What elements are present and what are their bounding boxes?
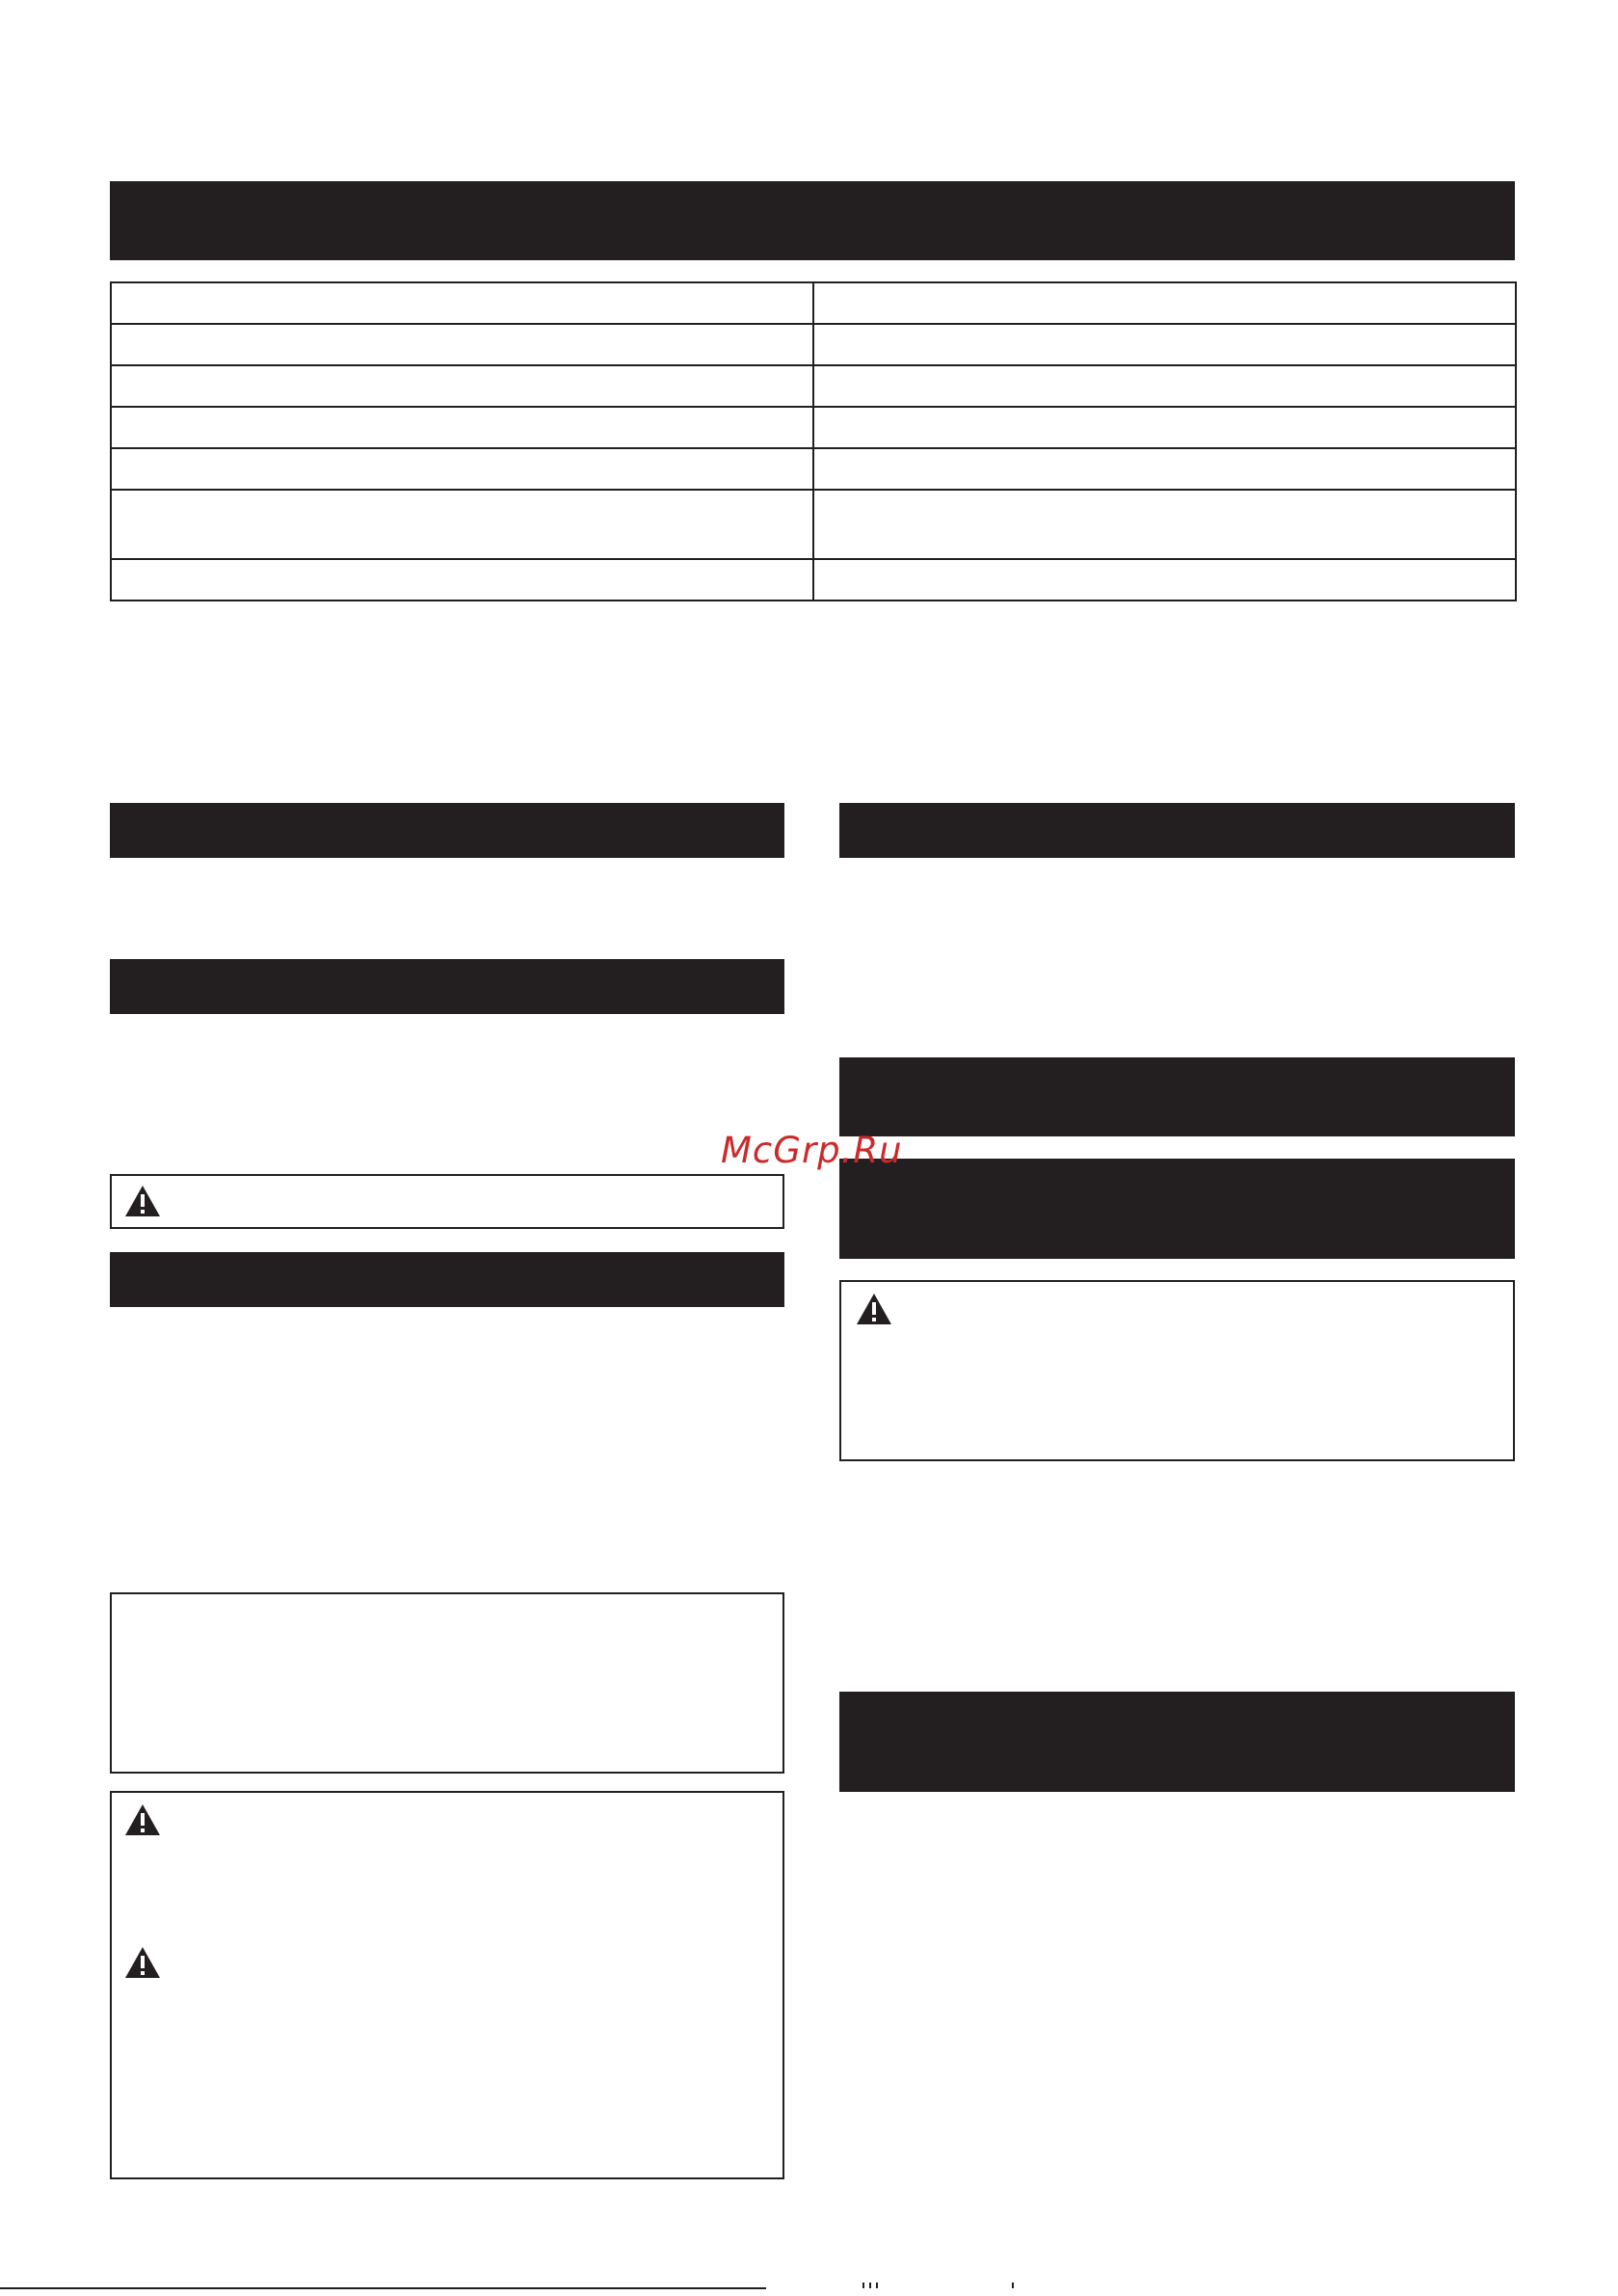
table-row [111,324,1516,365]
table-cell-value [813,559,1516,601]
table-cell-value [813,365,1516,407]
specification-table [110,281,1517,601]
warning-triangle-icon [123,1802,162,1837]
section-header-bar-right-4 [839,1692,1515,1792]
warning-triangle-icon [123,1945,162,1980]
table-row [111,559,1516,601]
table-row [111,407,1516,448]
footer-rule [0,2287,766,2289]
table-cell-value [813,324,1516,365]
table-row [111,448,1516,490]
table-cell-value [813,490,1516,559]
table-cell-label [111,282,813,324]
warning-triangle-icon [123,1184,162,1218]
table-cell-label [111,407,813,448]
watermark-text: McGrp.Ru [721,1130,903,1171]
section-header-bar-right-1 [839,803,1515,858]
spec-header-bar [110,181,1515,260]
warning-box-left-2 [110,1791,784,2179]
table-cell-label [111,448,813,490]
table-cell-value [813,282,1516,324]
table-row [111,365,1516,407]
table-cell-label [111,324,813,365]
footer-mark [876,2283,878,2288]
table-cell-label [111,490,813,559]
section-header-bar-left-3 [110,1252,784,1307]
table-cell-label [111,559,813,601]
table-row [111,490,1516,559]
footer-mark [869,2283,871,2288]
table-row [111,282,1516,324]
footer-mark [1012,2283,1014,2288]
table-cell-value [813,407,1516,448]
section-header-bar-left-1 [110,803,784,858]
notice-box-left [110,1592,784,1774]
warning-box-right [839,1280,1515,1461]
table-cell-value [813,448,1516,490]
warning-box-left-1 [110,1174,784,1229]
section-header-bar-right-2 [839,1057,1515,1136]
footer-mark [862,2283,864,2288]
section-header-bar-right-3 [839,1159,1515,1259]
table-cell-label [111,365,813,407]
section-header-bar-left-2 [110,959,784,1014]
warning-triangle-icon [855,1292,893,1326]
